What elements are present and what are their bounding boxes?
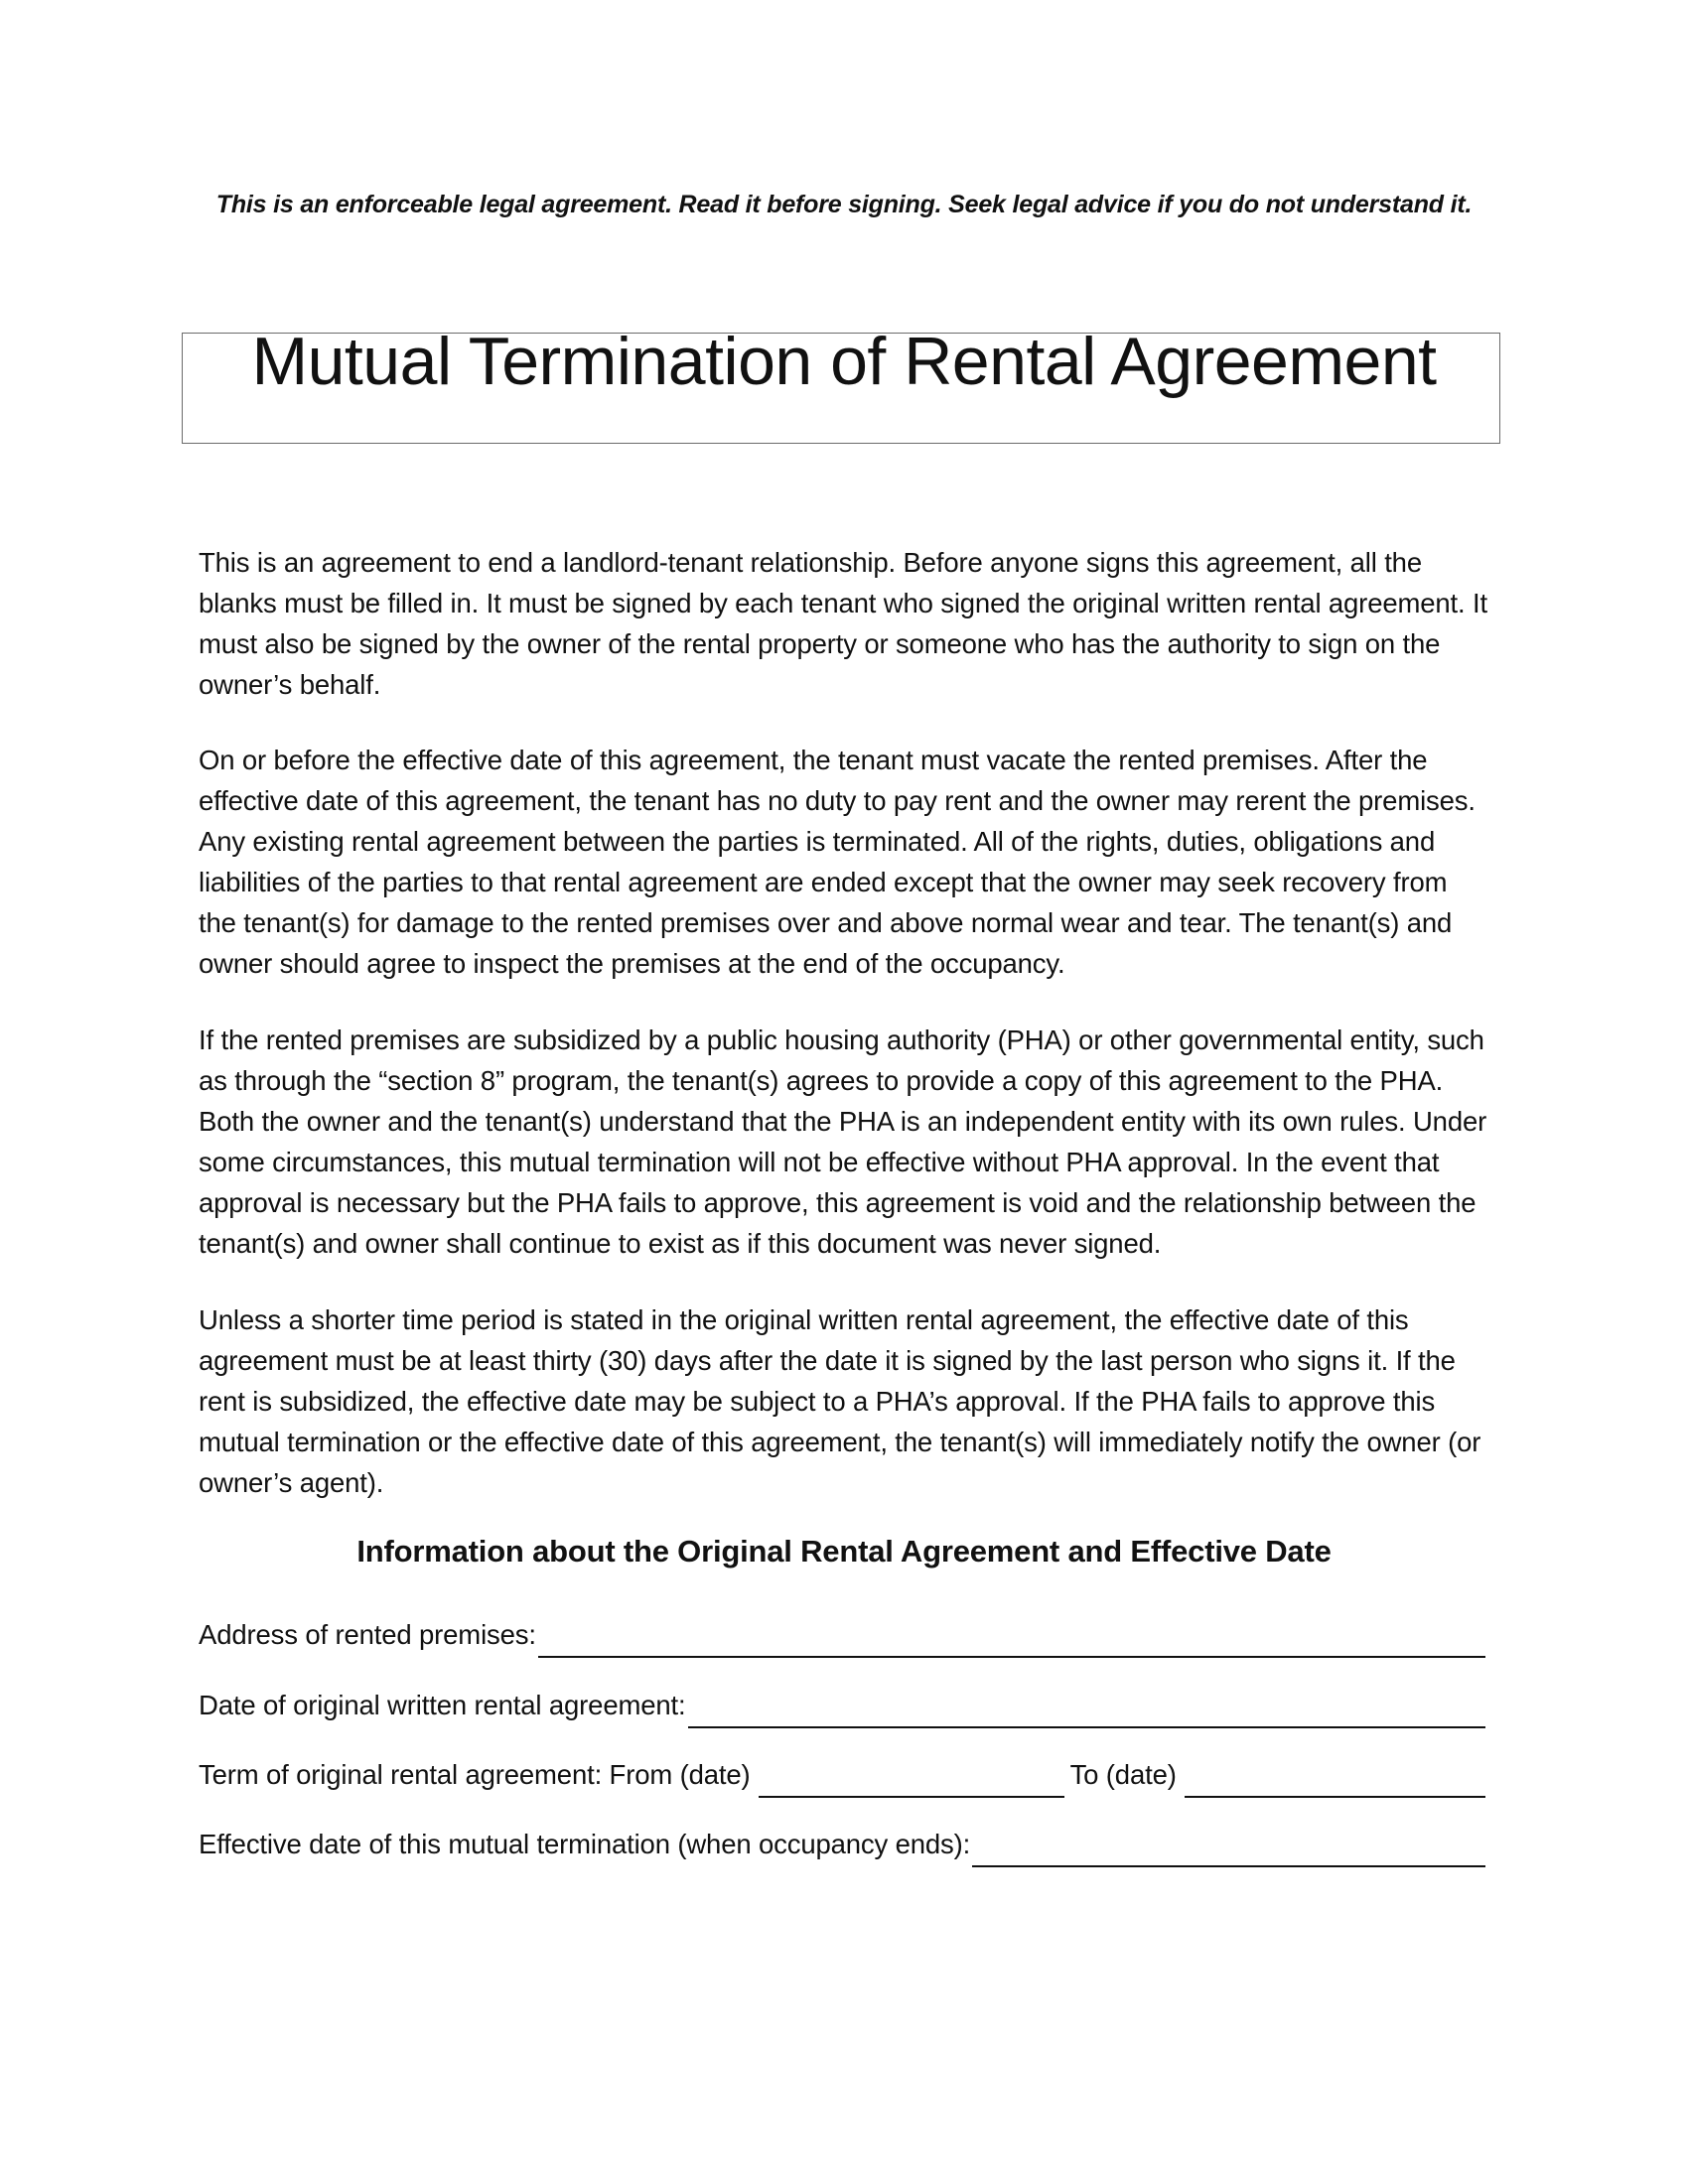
paragraph-notice-period: Unless a shorter time period is stated in the original written rental agreement, the effective date of this agreement must be at least thirty (30) days after the date it is signed by the last person who signs it. If the rent is subsidized, the effective date may be subject to a PHA’s approval. If the PHA fails to approve this mutual termination or the effective date of this agreement, the tenant(s) will immediately notify the owner (or owner’s agent).	[199, 1304, 1481, 1498]
effective-date-blank[interactable]	[972, 1826, 1485, 1867]
term-to-label: To (date)	[1069, 1759, 1177, 1790]
term-from-label: Term of original rental agreement: From (date)	[199, 1759, 751, 1790]
address-blank[interactable]	[538, 1616, 1485, 1658]
effective-date-field-row	[199, 1824, 1485, 1867]
address-field-row	[199, 1614, 1485, 1658]
paragraph-pha-subsidy: If the rented premises are subsidized by a public housing authority (PHA) or other governmental entity, such as through the “section 8” program, the tenant(s) agrees to provide a copy of this agreement to the PHA. Both the owner and the tenant(s) understand that the PHA is an independent entity with its own rules. Under some circumstances, this mutual termination will not be effective without PHA approval. In the event that approval is necessary but the PHA fails to approve, this agreement is void and the relationship between the tenant(s) and owner shall continue to exist as if this document was never signed.	[199, 1024, 1487, 1259]
legal-warning: This is an enforceable legal agreement. Read it before signing. Seek legal advice if you do not understand it.	[215, 191, 1473, 218]
original-date-blank[interactable]	[688, 1687, 1486, 1728]
effective-date-label: Effective date of this mutual termination (when occupancy ends):	[199, 1829, 971, 1859]
original-date-label: Date of original written rental agreement:	[199, 1690, 686, 1720]
page-title: Mutual Termination of Rental Agreement	[251, 324, 1437, 399]
term-to-blank[interactable]	[1185, 1756, 1485, 1798]
term-from-blank[interactable]	[759, 1756, 1064, 1798]
address-label: Address of rented premises:	[199, 1619, 536, 1650]
paragraph-purpose: This is an agreement to end a landlord-tenant relationship. Before anyone signs this agreement, all the blanks must be filled in. It must be signed by each tenant who signed the original written rental agreement. It must also be signed by the owner of the rental property or someone who has the authority to sign on the owner’s behalf.	[199, 547, 1487, 700]
term-field-row	[199, 1754, 1485, 1798]
paragraph-effective-date-terms: On or before the effective date of this agreement, the tenant must vacate the rented premises. After the effective date of this agreement, the tenant has no duty to pay rent and the owner may rerent the premises. Any existing rental agreement between the parties is terminated. All of the rights, duties, obligations and liabilities of the parties to that rental agreement are ended except that the owner may seek recovery from the tenant(s) for damage to the rented premises over and above normal wear and tear. The tenant(s) and owner should agree to inspect the premises at the end of the occupancy.	[199, 745, 1476, 979]
section-heading: Information about the Original Rental Agreement and Effective Date	[356, 1534, 1332, 1569]
original-date-field-row	[199, 1685, 1485, 1728]
